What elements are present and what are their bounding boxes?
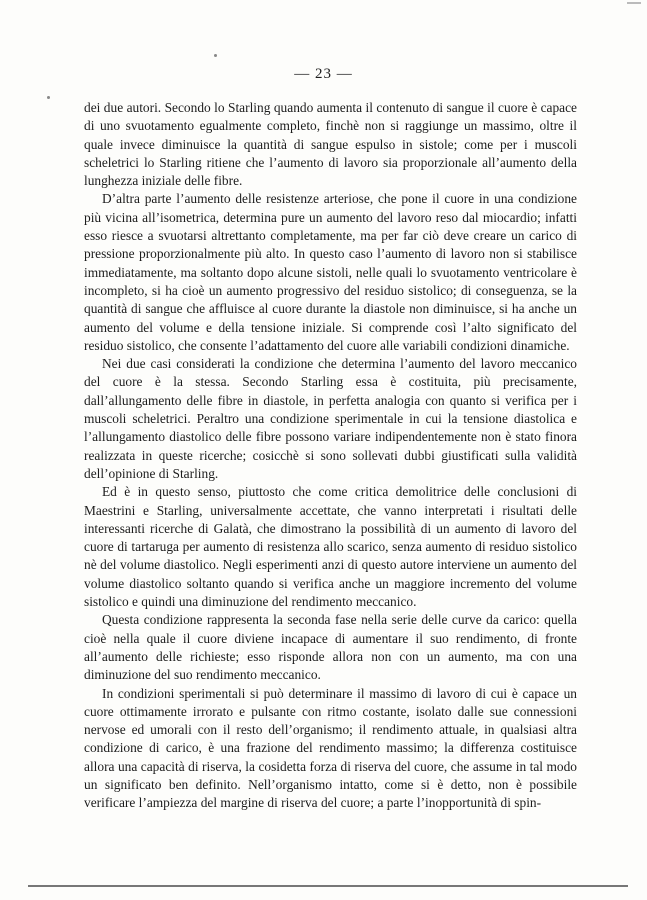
scan-speck	[47, 96, 50, 99]
page-number: — 23 —	[294, 66, 353, 82]
scan-artifact-mark	[627, 2, 641, 4]
paragraph: Ed è in questo senso, piuttosto che come critica demolitrice delle conclusioni di Maestrini e Starling, universalmente accettate, che vanno interpretati i risultati delle interessanti ricerche di Galatà, che dimostrano la possibilità di un aumento di lavoro del cuore di tartaruga per aumento di resistenza allo scarico, senza aumento di residuo sistolico nè del volume diastolico. Negli esperimenti anzi di questo autore interviene un aumento del volume diastolico soltanto quando si verifica anche un maggiore incremento del volume sistolico e quindi una diminuzione del rendimento meccanico.	[84, 484, 577, 610]
bottom-page-edge-line	[28, 885, 628, 887]
paragraph: Nei due casi considerati la condizione che determina l’aumento del lavoro meccanico del cuore è la stessa. Secondo Starling essa è costituita, più precisamente, dall’allungamento delle fibre in diastole, in perfetta analogia con quanto si verifica per i muscoli scheletrici. Peraltro una condizione sperimentale in cui la tensione diastolica e l’allungamento diastolico delle fibre possono variare indipendentemente non è stato finora realizzata in queste ricerche; cosicchè si sono sollevati dubbi giustificati sulla validità dell’opinione di Starling.	[84, 356, 577, 481]
paragraph: dei due autori. Secondo lo Starling quando aumenta il contenuto di sangue il cuore è capace di uno svuotamento egualmente completo, finchè non si raggiunge un massimo, oltre il quale invece diminuisce la quantità di sangue espulso in sistole; come per i muscoli scheletrici lo Starling ritiene che l’aumento di lavoro sia proporzionale all’aumento della lunghezza iniziale delle fibre.	[84, 100, 577, 189]
body-text	[84, 99, 577, 813]
paragraph: D’altra parte l’aumento delle resistenze arteriose, che pone il cuore in una condizione più vicina all’isometrica, determina pure un aumento del lavoro reso dal miocardio; infatti esso riesce a svuotarsi altrettanto completamente, ma per far ciò deve creare un carico di pressione proporzionalmente più alto. In questo caso l’aumento di lavoro non si stabilisce immediatamente, ma soltanto dopo alcune sistoli, nelle quali lo svuotamento ventricolare è incompleto, si ha cioè un aumento progressivo del residuo sistolico; di conseguenza, se la quantità di sangue che affluisce al cuore durante la diastole non diminuisce, si ha anche un aumento del volume e della tensione iniziale. Si comprende così l’alto significato del residuo sistolico, che consente l’adattamento del cuore alle variabili condizioni dinamiche.	[84, 191, 577, 353]
paragraph: In condizioni sperimentali si può determinare il massimo di lavoro di cui è capace un cuore ottimamente irrorato e pulsante con ritmo costante, isolato dalle sue connessioni nervose ed umorali con il resto dell’organismo; il rendimento attuale, in qualsiasi altra condizione di carico, è una frazione del rendimento massimo; la differenza costituisce allora una capacità di riserva, la cosidetta forza di riserva del cuore, che assume in tal modo un significato ben definito. Nell’organismo intatto, come si è detto, non è possibile verificare l’ampiezza del margine di riserva del cuore; a parte l’inopportunità di spin-	[84, 685, 577, 811]
paragraph: Questa condizione rappresenta la seconda fase nella serie delle curve da carico: quella cioè nella quale il cuore diviene incapace di aumentare il suo rendimento, di fronte all’aumento delle richieste; esso risponde allora non con un aumento, ma con una diminuzione del suo rendimento meccanico.	[84, 612, 577, 683]
scan-speck	[214, 54, 217, 57]
